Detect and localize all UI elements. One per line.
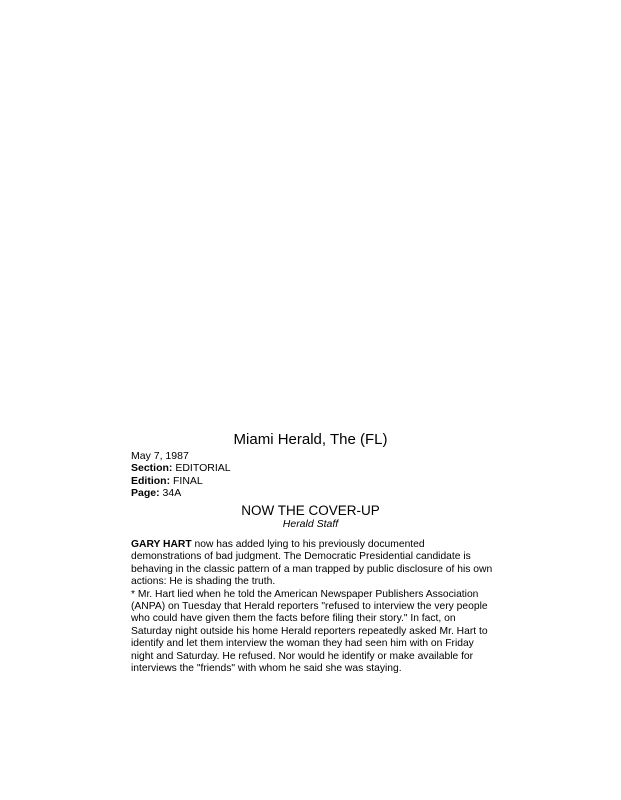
section-value: EDITORIAL xyxy=(172,462,231,475)
lead-name: GARY HART xyxy=(131,539,192,550)
section-line xyxy=(131,462,231,474)
article-headline: NOW THE COVER-UP xyxy=(241,503,380,518)
page-line xyxy=(131,487,231,499)
date-value: May 7, 1987 xyxy=(131,450,189,462)
paragraph-1-text: now has added lying to his previously documented demonstrations of bad judgment. The Democratic Presidential candidate is behaving in the classic pattern of a man trapped by public disclosure of his own actions: He is shading the truth. xyxy=(131,539,493,588)
publication-title: Miami Herald, The (FL) xyxy=(233,431,388,448)
edition-line xyxy=(131,475,231,487)
page-label: Page: xyxy=(131,487,160,500)
paragraph-1 xyxy=(131,539,493,589)
article-byline: Herald Staff xyxy=(282,518,339,530)
date-line xyxy=(131,450,231,462)
edition-label: Edition: xyxy=(131,474,171,487)
article-body xyxy=(131,539,493,675)
page-value: 34A xyxy=(159,487,182,500)
article-metadata xyxy=(131,450,231,500)
paragraph-2: * Mr. Hart lied when he told the American Newspaper Publishers Association (ANPA) on Tuesday that Herald reporters "refused to interview the very people who could have given them the facts before filing their story." In fact, on Saturday night outside his home Herald reporters repeatedly asked Mr. Hart to identify and let them interview the woman they had seen him with on Friday night and Saturday. He refused. Nor would he identify or make available for interviews the "friends" with whom he said she was staying. xyxy=(131,588,488,675)
section-label: Section: xyxy=(131,462,173,475)
edition-value: FINAL xyxy=(170,474,203,487)
